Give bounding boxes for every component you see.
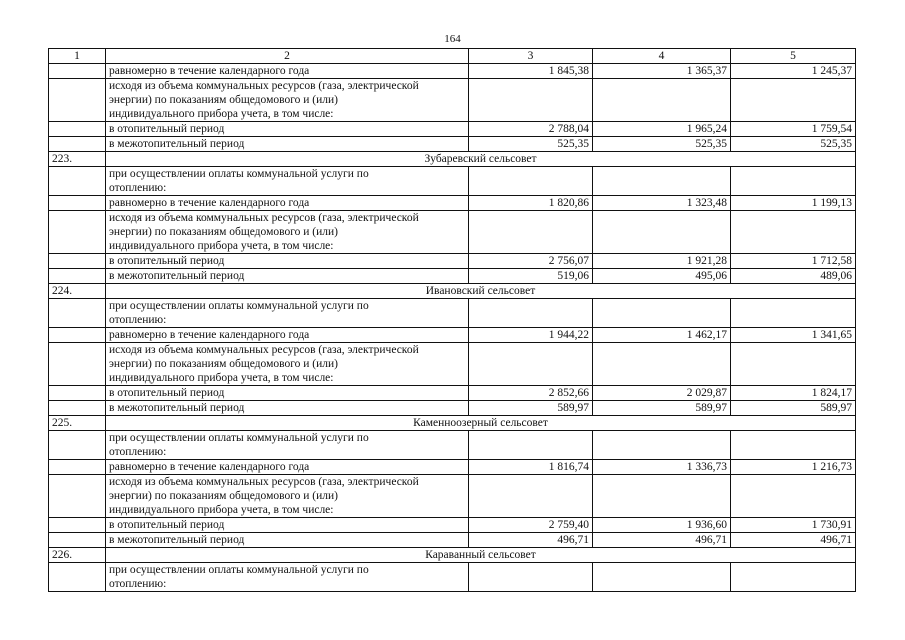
section-title: Зубаревский сельсовет [106,152,856,167]
value-cell-col5: 1 245,37 [731,64,856,79]
row-description [106,386,469,401]
row-description [106,254,469,269]
row-number: 225. [49,416,106,431]
value-cell-col4 [593,343,731,386]
row-description [106,269,469,284]
description-line: индивидуального прибора учета, в том числе: [109,108,334,120]
description-line: индивидуального прибора учета, в том числе: [109,240,334,252]
value-cell-col3: 496,71 [469,533,593,548]
value-cell-col5 [731,299,856,328]
row-number [49,211,106,254]
table-row [49,518,856,533]
row-number [49,563,106,592]
table-row [49,401,856,416]
value-cell-col3 [469,343,593,386]
value-cell-col5: 496,71 [731,533,856,548]
row-description [106,343,469,386]
table-row [49,475,856,518]
row-number [49,79,106,122]
row-number [49,401,106,416]
row-description [106,299,469,328]
table-row [49,254,856,269]
section-row [49,284,856,299]
value-cell-col5: 1 759,54 [731,122,856,137]
value-cell-col4: 1 965,24 [593,122,731,137]
value-cell-col5 [731,79,856,122]
row-number: 224. [49,284,106,299]
row-number [49,137,106,152]
description-line: энергии) по показаниям общедомового и (или) [109,226,338,238]
row-number [49,386,106,401]
table-row [49,460,856,475]
value-cell-col5 [731,343,856,386]
row-number [49,254,106,269]
value-cell-col3: 2 852,66 [469,386,593,401]
description-line: в межотопительный период [109,270,245,282]
description-line: отоплению: [109,182,167,194]
description-line: в межотопительный период [109,402,245,414]
description-line: отоплению: [109,446,167,458]
row-description [106,211,469,254]
value-cell-col3 [469,79,593,122]
header-cell: 3 [469,49,593,64]
row-number [49,343,106,386]
value-cell-col5: 589,97 [731,401,856,416]
description-line: исходя из объема коммунальных ресурсов (газа, электрической [109,476,419,488]
value-cell-col5: 1 824,17 [731,386,856,401]
header-cell: 5 [731,49,856,64]
description-line: в отопительный период [109,255,225,267]
section-title: Каменноозерный сельсовет [106,416,856,431]
value-cell-col5: 489,06 [731,269,856,284]
row-description [106,196,469,211]
value-cell-col3: 519,06 [469,269,593,284]
value-cell-col5 [731,167,856,196]
row-description [106,563,469,592]
value-cell-col5 [731,431,856,460]
value-cell-col3: 2 788,04 [469,122,593,137]
description-line: исходя из объема коммунальных ресурсов (газа, электрической [109,212,419,224]
value-cell-col3: 525,35 [469,137,593,152]
header-row [49,49,856,64]
table-row [49,343,856,386]
value-cell-col4 [593,299,731,328]
value-cell-col3 [469,563,593,592]
description-line: исходя из объема коммунальных ресурсов (газа, электрической [109,80,419,92]
value-cell-col5: 1 341,65 [731,328,856,343]
row-number [49,518,106,533]
value-cell-col3 [469,431,593,460]
value-cell-col4 [593,563,731,592]
table-row [49,328,856,343]
description-line: при осуществлении оплаты коммунальной услуги по [109,432,369,444]
page-number: 164 [444,33,461,45]
description-line: энергии) по показаниям общедомового и (или) [109,358,338,370]
table-row [49,431,856,460]
row-description [106,137,469,152]
value-cell-col4 [593,475,731,518]
description-line: равномерно в течение календарного года [109,329,310,341]
table-row [49,269,856,284]
value-cell-col5 [731,563,856,592]
value-cell-col4: 525,35 [593,137,731,152]
value-cell-col4 [593,211,731,254]
table-row [49,122,856,137]
value-cell-col5: 1 730,91 [731,518,856,533]
table-row [49,196,856,211]
row-description [106,167,469,196]
value-cell-col4: 1 365,37 [593,64,731,79]
value-cell-col5 [731,475,856,518]
row-description [106,460,469,475]
value-cell-col4 [593,79,731,122]
row-number [49,64,106,79]
table-row [49,64,856,79]
value-cell-col4: 495,06 [593,269,731,284]
section-title: Караванный сельсовет [106,548,856,563]
description-line: равномерно в течение календарного года [109,65,310,77]
row-description [106,533,469,548]
row-number [49,122,106,137]
row-number [49,431,106,460]
row-number [49,299,106,328]
description-line: равномерно в течение календарного года [109,461,310,473]
row-description [106,518,469,533]
row-description [106,431,469,460]
value-cell-col5: 1 216,73 [731,460,856,475]
row-number [49,328,106,343]
table-body [49,49,856,592]
table-row [49,79,856,122]
value-cell-col3: 1 816,74 [469,460,593,475]
table-row [49,167,856,196]
tariff-table [48,48,856,592]
row-number [49,167,106,196]
value-cell-col4 [593,167,731,196]
description-line: энергии) по показаниям общедомового и (или) [109,490,338,502]
row-number [49,196,106,211]
row-description [106,475,469,518]
row-description [106,64,469,79]
description-line: энергии) по показаниям общедомового и (или) [109,94,338,106]
value-cell-col4: 1 936,60 [593,518,731,533]
value-cell-col5 [731,211,856,254]
value-cell-col4: 2 029,87 [593,386,731,401]
value-cell-col3: 1 845,38 [469,64,593,79]
row-number: 223. [49,152,106,167]
description-line: в отопительный период [109,519,225,531]
value-cell-col3: 1 944,22 [469,328,593,343]
description-line: в отопительный период [109,123,225,135]
value-cell-col4: 496,71 [593,533,731,548]
row-description [106,122,469,137]
row-description [106,328,469,343]
table-row [49,386,856,401]
section-title: Ивановский сельсовет [106,284,856,299]
row-number [49,475,106,518]
row-number [49,269,106,284]
description-line: индивидуального прибора учета, в том числе: [109,372,334,384]
value-cell-col5: 525,35 [731,137,856,152]
section-row [49,416,856,431]
value-cell-col3 [469,211,593,254]
table-row [49,533,856,548]
row-description [106,401,469,416]
description-line: при осуществлении оплаты коммунальной услуги по [109,564,369,576]
header-cell: 4 [593,49,731,64]
value-cell-col3: 589,97 [469,401,593,416]
description-line: отоплению: [109,314,167,326]
row-number [49,460,106,475]
value-cell-col4: 1 323,48 [593,196,731,211]
table-row [49,563,856,592]
value-cell-col4: 1 921,28 [593,254,731,269]
value-cell-col5: 1 199,13 [731,196,856,211]
value-cell-col3: 1 820,86 [469,196,593,211]
value-cell-col4 [593,431,731,460]
value-cell-col4: 1 462,17 [593,328,731,343]
value-cell-col5: 1 712,58 [731,254,856,269]
header-cell: 1 [49,49,106,64]
description-line: при осуществлении оплаты коммунальной услуги по [109,300,369,312]
section-row [49,152,856,167]
value-cell-col3 [469,167,593,196]
description-line: исходя из объема коммунальных ресурсов (газа, электрической [109,344,419,356]
value-cell-col3: 2 756,07 [469,254,593,269]
value-cell-col3: 2 759,40 [469,518,593,533]
description-line: отоплению: [109,578,167,590]
row-description [106,79,469,122]
value-cell-col3 [469,475,593,518]
section-row [49,548,856,563]
table-row [49,137,856,152]
description-line: индивидуального прибора учета, в том числе: [109,504,334,516]
header-cell: 2 [106,49,469,64]
description-line: при осуществлении оплаты коммунальной услуги по [109,168,369,180]
description-line: равномерно в течение календарного года [109,197,310,209]
row-number [49,533,106,548]
table-row [49,211,856,254]
description-line: в отопительный период [109,387,225,399]
description-line: в межотопительный период [109,534,245,546]
table-row [49,299,856,328]
value-cell-col3 [469,299,593,328]
description-line: в межотопительный период [109,138,245,150]
value-cell-col4: 589,97 [593,401,731,416]
value-cell-col4: 1 336,73 [593,460,731,475]
row-number: 226. [49,548,106,563]
